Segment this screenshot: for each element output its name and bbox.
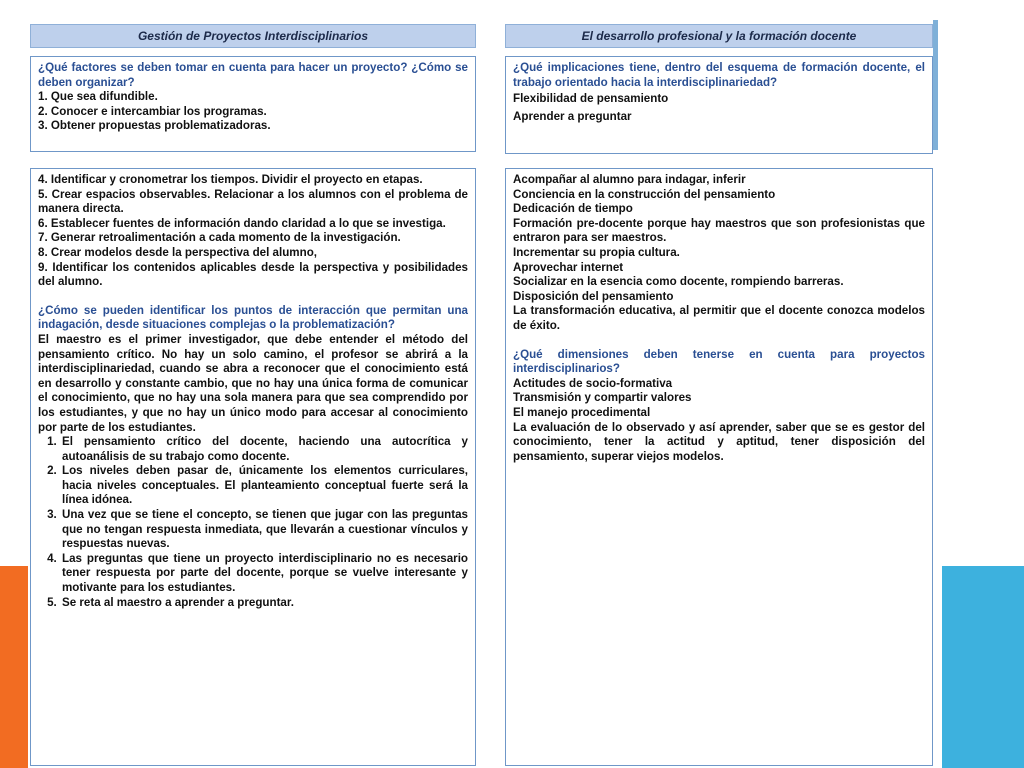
list-item: 3. Una vez que se tiene el concepto, se tienen que jugar con las preguntas que no tengan respuesta inmediata, que llevarán a cuestionar vínculos y respuestas nuevas. bbox=[60, 508, 468, 552]
left-numbered-list bbox=[38, 435, 468, 610]
list-item: 6. Establecer fuentes de información dando claridad a lo que se investiga. bbox=[38, 216, 446, 230]
left-top-question: ¿Qué factores se deben tomar en cuenta para hacer un proyecto? ¿Cómo se deben organizar? bbox=[38, 61, 468, 89]
list-item: Formación pre-docente porque hay maestros que son profesionistas que entraron para ser maestros. bbox=[513, 216, 925, 245]
list-item: El manejo procedimental bbox=[513, 405, 651, 419]
left-top-list bbox=[38, 90, 468, 134]
right-header: El desarrollo profesional y la formación docente bbox=[505, 24, 933, 48]
left-steps-list bbox=[38, 173, 468, 290]
list-item: 1. Que sea difundible. bbox=[38, 90, 158, 104]
left-header: Gestión de Proyectos Interdisciplinarios bbox=[30, 24, 476, 48]
list-item: Actitudes de socio-formativa bbox=[513, 376, 673, 390]
list-item: Socializar en la esencia como docente, rompiendo barreras. bbox=[513, 275, 844, 289]
list-item: 7. Generar retroalimentación a cada momento de la investigación. bbox=[38, 231, 401, 245]
right-question-2: ¿Qué dimensiones deben tenerse en cuenta para proyectos interdisciplinarios? bbox=[513, 347, 925, 376]
left-question-2: ¿Cómo se pueden identificar los puntos de interacción que permitan una indagación, desde situaciones complejas o la problematización? bbox=[38, 303, 468, 332]
blue-accent-strip bbox=[933, 20, 938, 150]
list-item: Acompañar al alumno para indagar, inferir bbox=[513, 173, 746, 186]
right-main-box bbox=[505, 168, 933, 766]
list-item: Dedicación de tiempo bbox=[513, 202, 633, 216]
list-item: 1. El pensamiento crítico del docente, haciendo una autocrítica y autoanálisis de su trabajo como docente. bbox=[60, 435, 468, 464]
list-item: Conciencia en la construcción del pensamiento bbox=[513, 187, 776, 201]
list-item: 4. Identificar y cronometrar los tiempos. Dividir el proyecto en etapas. bbox=[38, 173, 423, 186]
list-item: Disposición del pensamiento bbox=[513, 289, 674, 303]
list-item: 2. Los niveles deben pasar de, únicamente los elementos curriculares, hacia niveles conceptuales. El planteamiento conceptual fuerte será la línea idónea. bbox=[60, 464, 468, 508]
list-item: La transformación educativa, al permitir que el docente conozca modelos de éxito. bbox=[513, 304, 925, 332]
list-item: 9. Identificar los contenidos aplicables desde la perspectiva y posibilidades del alumno. bbox=[38, 260, 468, 289]
left-main-box bbox=[30, 168, 476, 766]
right-top-list bbox=[513, 90, 925, 126]
list-item: 8. Crear modelos desde la perspectiva del alumno, bbox=[38, 245, 317, 259]
list-item: 4. Las preguntas que tiene un proyecto interdisciplinario no es necesario tener respuesta por parte del docente, porque se vuelve interesante y motivante para los estudiantes. bbox=[60, 552, 468, 596]
left-top-box bbox=[30, 56, 476, 152]
right-dimensions-list bbox=[513, 377, 925, 465]
right-implications-list bbox=[513, 173, 925, 334]
left-paragraph: El maestro es el primer investigador, que debe entender el método del pensamiento crítico. No hay un solo camino, el profesor se abrirá a la interdisciplinariedad, cuando se abra a reconocer que el conocimiento está en desarrollo y constante cambio, que no hay una única forma de comunicar el conocimiento, que no hay una sola manera para que sea comprendido por los estudiantes, y que no hay un único modo para accesar al conocimiento por parte de los estudiantes. bbox=[38, 332, 468, 434]
list-item: Aprender a preguntar bbox=[513, 110, 632, 124]
list-item: 5. Crear espacios observables. Relacionar a los alumnos con el problema de manera directa. bbox=[38, 187, 468, 216]
list-item: Transmisión y compartir valores bbox=[513, 391, 692, 405]
list-item: 3. Obtener propuestas problematizadoras. bbox=[38, 119, 271, 133]
right-top-question: ¿Qué implicaciones tiene, dentro del esquema de formación docente, el trabajo orientado hacia la interdisciplinariedad? bbox=[513, 61, 925, 89]
list-item: Aprovechar internet bbox=[513, 260, 624, 274]
list-item: Incrementar su propia cultura. bbox=[513, 245, 680, 259]
list-item: Flexibilidad de pensamiento bbox=[513, 92, 669, 106]
blue-accent-bar bbox=[942, 566, 1024, 768]
list-item: 5. Se reta al maestro a aprender a preguntar. bbox=[60, 596, 468, 611]
right-top-box bbox=[505, 56, 933, 154]
orange-accent-bar bbox=[0, 566, 28, 768]
list-item: 2. Conocer e intercambiar los programas. bbox=[38, 104, 267, 118]
list-item: La evaluación de lo observado y así aprender, saber que se es gestor del conocimiento, tener la actitud y aptitud, tener disposición del pensamiento, superar viejos modelos. bbox=[513, 420, 925, 463]
